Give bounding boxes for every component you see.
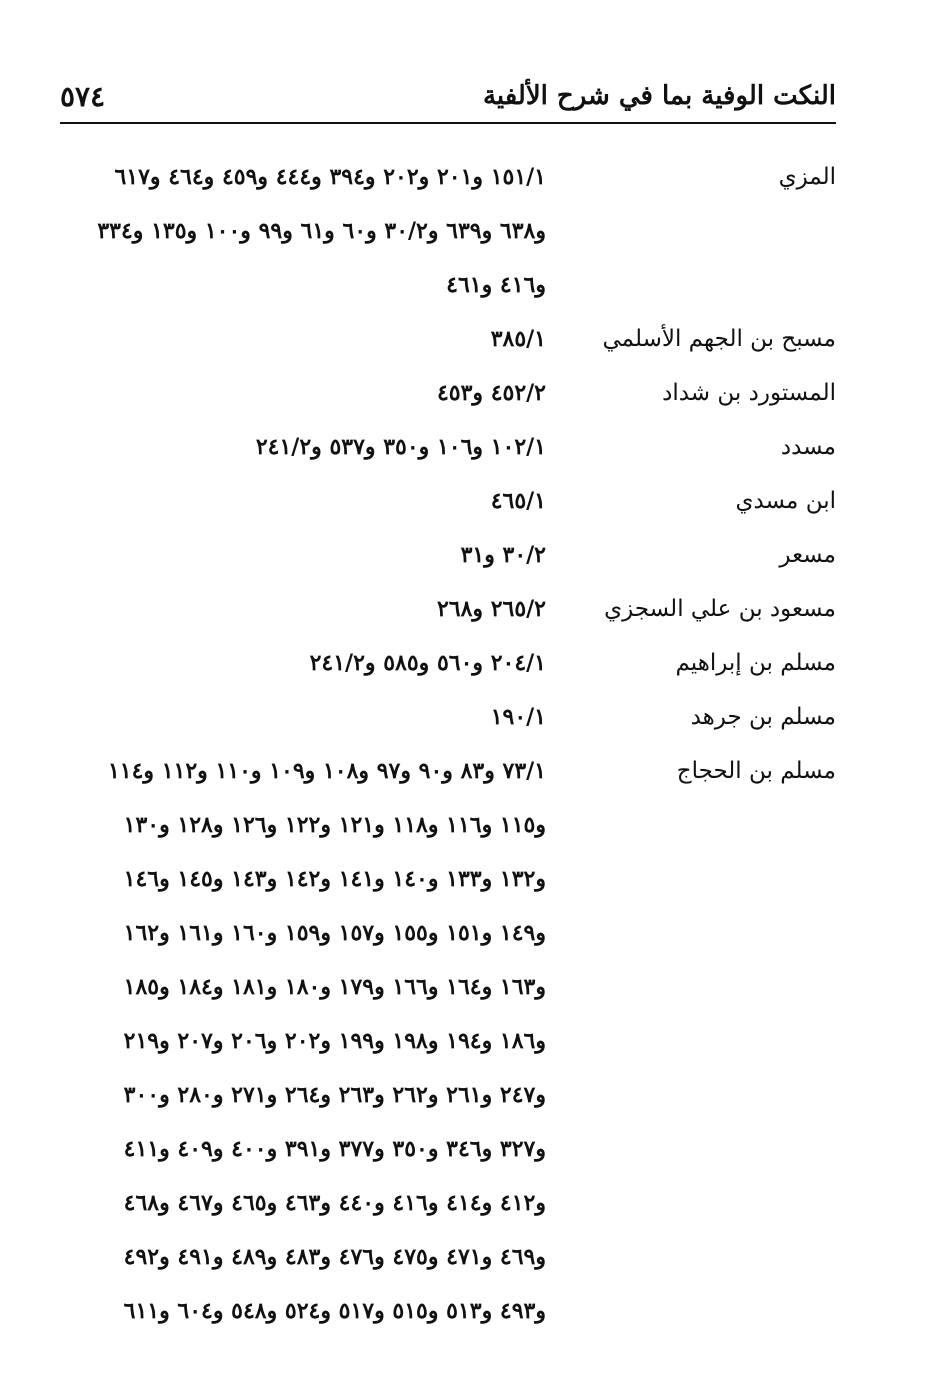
page-number: ٥٧٤ <box>60 79 106 113</box>
index-entry <box>60 366 836 420</box>
reference-line: و١١٥ و١١٦ و١١٨ و١٢١ و١٢٢ و١٢٦ و١٢٨ و١٣٠ <box>123 812 546 838</box>
entry-name: مسعر <box>779 542 836 568</box>
entry-name: مسدد <box>780 434 836 460</box>
index-entry <box>60 636 836 690</box>
entry-references <box>60 636 546 690</box>
entry-references <box>60 690 546 744</box>
reference-line: ٧٣/١ و٨٣ و٩٠ و٩٧ و١٠٨ و١٠٩ و١١٠ و١١٢ و١١٤ <box>107 758 546 784</box>
entry-references <box>60 582 546 636</box>
entry-name: مسبح بن الجهم الأسلمي <box>602 326 836 352</box>
index-entry <box>60 420 836 474</box>
name-index <box>60 150 836 1338</box>
entry-name: ابن مسدي <box>735 488 836 514</box>
reference-line: ١٥١/١ و٢٠١ و٢٠٢ و٣٩٤ و٤٤٤ و٤٥٩ و٤٦٤ و٦١٧ <box>114 164 546 190</box>
reference-line: ٣٠/٢ و٣١ <box>460 542 546 568</box>
index-entry <box>60 528 836 582</box>
page-header <box>60 76 836 116</box>
reference-line: و٤١٦ و٤٦١ <box>446 272 546 298</box>
reference-line: ٤٥٢/٢ و٤٥٣ <box>436 380 546 406</box>
reference-line: ٣٨٥/١ <box>490 326 546 352</box>
reference-line: و٤٩٣ و٥١٣ و٥١٥ و٥١٧ و٥٢٤ و٥٤٨ و٦٠٤ و٦١١ <box>123 1298 546 1324</box>
reference-line: و٤١٢ و٤١٤ و٤١٦ و٤٤٠ و٤٦٣ و٤٦٥ و٤٦٧ و٤٦٨ <box>123 1190 546 1216</box>
entry-references <box>60 366 546 420</box>
reference-line: و٣٢٧ و٣٤٦ و٣٥٠ و٣٧٧ و٣٩١ و٤٠٠ و٤٠٩ و٤١١ <box>123 1136 546 1162</box>
header-rule <box>60 122 836 124</box>
reference-line: ١٠٢/١ و١٠٦ و٣٥٠ و٥٣٧ و٢٤١/٢ <box>255 434 546 460</box>
index-entry <box>60 150 836 312</box>
entry-name: المزي <box>778 164 836 190</box>
reference-line: و٤٦٩ و٤٧١ و٤٧٥ و٤٧٦ و٤٨٣ و٤٨٩ و٤٩١ و٤٩٢ <box>123 1244 546 1270</box>
reference-line: و١٤٩ و١٥١ و١٥٥ و١٥٧ و١٥٩ و١٦٠ و١٦١ و١٦٢ <box>123 920 546 946</box>
entry-references <box>60 744 546 1338</box>
entry-name: مسلم بن جرهد <box>690 704 836 730</box>
index-entry <box>60 582 836 636</box>
entry-references <box>60 150 546 312</box>
index-entry <box>60 474 836 528</box>
reference-line: ٢٠٤/١ و٥٦٠ و٥٨٥ و٢٤١/٢ <box>309 650 546 676</box>
index-entry <box>60 744 836 1338</box>
reference-line: و١٦٣ و١٦٤ و١٦٦ و١٧٩ و١٨٠ و١٨١ و١٨٤ و١٨٥ <box>123 974 546 1000</box>
entry-name: مسلم بن إبراهيم <box>675 650 836 676</box>
entry-references <box>60 420 546 474</box>
entry-name: مسعود بن علي السجزي <box>604 596 836 622</box>
entry-name: مسلم بن الحجاج <box>676 758 836 784</box>
running-title: النكت الوفية بما في شرح الألفية <box>482 81 836 111</box>
reference-line: ٤٦٥/١ <box>490 488 546 514</box>
reference-line: و٦٣٨ و٦٣٩ و٣٠/٢ و٦٠ و٦١ و٩٩ و١٠٠ و١٣٥ و٣٣٤ <box>97 218 546 244</box>
entry-references <box>60 474 546 528</box>
reference-line: ١٩٠/١ <box>490 704 546 730</box>
index-entry <box>60 312 836 366</box>
entry-references <box>60 528 546 582</box>
reference-line: ٢٦٥/٢ و٢٦٨ <box>436 596 546 622</box>
index-entry <box>60 690 836 744</box>
reference-line: و٢٤٧ و٢٦١ و٢٦٢ و٢٦٣ و٢٦٤ و٢٧١ و٢٨٠ و٣٠٠ <box>123 1082 546 1108</box>
entry-references <box>60 312 546 366</box>
reference-line: و١٣٢ و١٣٣ و١٤٠ و١٤١ و١٤٢ و١٤٣ و١٤٥ و١٤٦ <box>123 866 546 892</box>
entry-name: المستورد بن شداد <box>662 380 836 406</box>
reference-line: و١٨٦ و١٩٤ و١٩٨ و١٩٩ و٢٠٢ و٢٠٦ و٢٠٧ و٢١٩ <box>123 1028 546 1054</box>
